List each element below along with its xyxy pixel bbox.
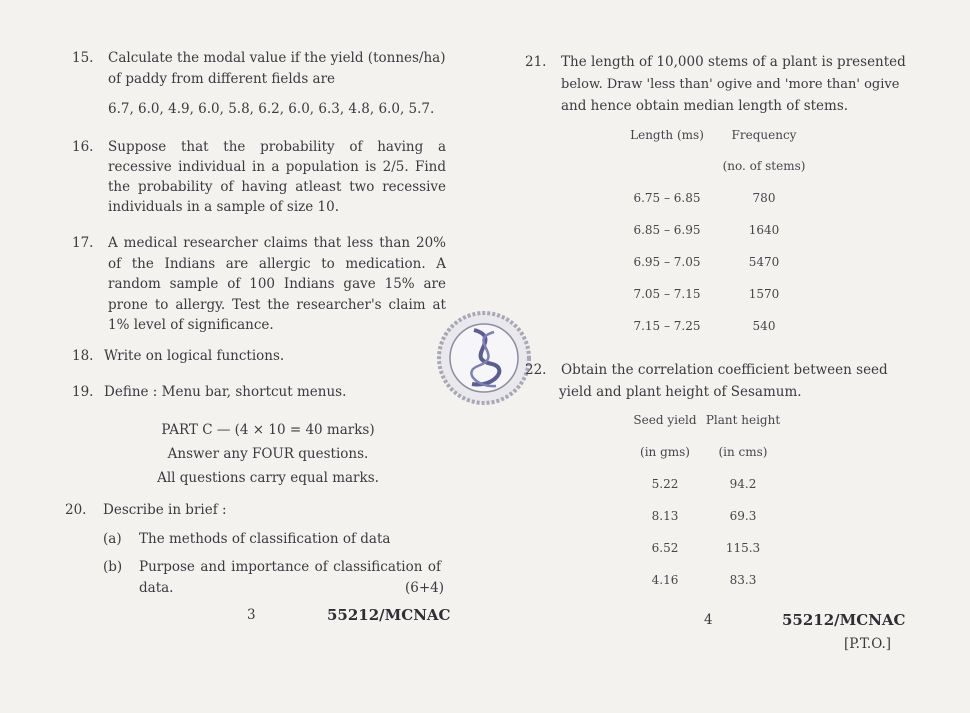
part-c-instruction: Answer any FOUR questions. — [167, 446, 369, 462]
table-cell: 780 — [752, 191, 776, 205]
table-cell: 69.3 — [729, 509, 757, 523]
table-cell: 4.16 — [651, 573, 679, 587]
column-subheader — [620, 150, 714, 182]
column-header: Plant height — [705, 413, 781, 427]
table-row — [620, 214, 814, 246]
question-21 — [525, 52, 945, 122]
question-17 — [72, 233, 452, 337]
table-cell: 5.22 — [651, 477, 679, 491]
part-c-title: PART C — (4 × 10 = 40 marks) — [161, 422, 375, 438]
page-number: 3 — [247, 607, 256, 623]
table-cell: 6.75 – 6.85 — [633, 191, 701, 205]
table-row — [620, 182, 814, 214]
table-cell: 6.52 — [651, 541, 679, 555]
question-number: 16. — [72, 139, 94, 155]
question-18 — [72, 346, 452, 368]
table-row — [620, 278, 814, 310]
subpart-text: The methods of classification of data — [139, 531, 391, 547]
part-c-header — [118, 418, 418, 490]
column-header: Frequency — [731, 128, 797, 142]
table-cell: 115.3 — [725, 541, 761, 555]
column-header: Length (ms) — [630, 128, 704, 142]
table-cell: 94.2 — [729, 477, 757, 491]
subpart-text: Purpose and importance of classification of — [139, 559, 441, 575]
part-c-note: All questions carry equal marks. — [157, 470, 379, 486]
question-text-line: Calculate the modal value if the yield (tonnes/ha) — [108, 50, 446, 66]
question-text: Define : Menu bar, shortcut menus. — [104, 384, 347, 400]
column-header: Seed yield — [633, 413, 697, 427]
subpart-label: (b) — [103, 559, 123, 575]
subpart-label: (a) — [103, 531, 122, 547]
data-values: 6.7, 6.0, 4.9, 6.0, 5.8, 6.2, 6.0, 6.3, 4.8, 6.0, 5.7. — [108, 101, 435, 117]
question-text: Write on logical functions. — [104, 348, 285, 364]
table-row — [630, 564, 786, 596]
paper-code: 55212/MCNAC — [327, 606, 451, 624]
column-subheader: (no. of stems) — [722, 159, 806, 173]
question-number: 17. — [72, 235, 94, 251]
question-text-line: yield and plant height of Sesamum. — [559, 384, 802, 400]
seed-yield-table — [630, 404, 786, 596]
question-number: 22. — [525, 362, 547, 378]
stem-length-table — [620, 120, 814, 342]
question-number: 20. — [65, 502, 87, 518]
table-row — [630, 468, 786, 500]
question-text-line: Obtain the correlation coefficient between seed — [561, 362, 888, 378]
question-text-line: and hence obtain median length of stems. — [561, 98, 849, 114]
column-subheader: (in cms) — [718, 445, 768, 459]
question-text-line: of paddy from different fields are — [108, 71, 336, 87]
question-20 — [65, 500, 455, 600]
table-row — [630, 500, 786, 532]
table-cell: 1570 — [748, 287, 780, 301]
question-15 — [72, 48, 452, 118]
table-cell: 540 — [752, 319, 776, 333]
question-number: 21. — [525, 54, 547, 70]
question-16 — [72, 137, 452, 221]
page-number: 4 — [704, 612, 713, 628]
question-text-line: below. Draw 'less than' ogive and 'more than' ogive — [561, 77, 900, 92]
question-22 — [525, 360, 945, 406]
question-text: Describe in brief : — [103, 502, 227, 518]
question-text: A medical researcher claims that less than 20% of the Indians are allergic to medication. A random sample of 100 Indians gave 15% are prone to allergy. Test the researcher's claim at 1% level of significance. — [108, 235, 446, 333]
question-number: 15. — [72, 50, 94, 66]
question-number: 19. — [72, 384, 94, 400]
question-19 — [72, 382, 452, 404]
marks: (6+4) — [405, 580, 445, 596]
table-cell: 83.3 — [729, 573, 757, 587]
table-cell: 6.95 – 7.05 — [633, 255, 701, 269]
table-cell: 5470 — [748, 255, 780, 269]
table-cell: 6.85 – 6.95 — [633, 223, 701, 237]
table-row — [630, 532, 786, 564]
table-cell: 7.05 – 7.15 — [633, 287, 701, 301]
question-text: Suppose that the probability of having a recessive individual in a population is 2/5. Find the probability of having atleast two recessive individuals in a sample of size 10. — [108, 139, 446, 215]
column-subheader: (in gms) — [640, 445, 690, 459]
pto-note: [P.T.O.] — [844, 636, 892, 652]
table-cell: 1640 — [748, 223, 780, 237]
subpart-text: data. — [139, 580, 174, 596]
table-row — [620, 310, 814, 342]
table-cell: 8.13 — [651, 509, 679, 523]
question-text-line: The length of 10,000 stems of a plant is presented — [561, 54, 906, 70]
table-cell: 7.15 – 7.25 — [633, 319, 701, 333]
right-page — [485, 0, 970, 713]
paper-code: 55212/MCNAC — [782, 611, 906, 629]
question-number: 18. — [72, 348, 94, 364]
table-row — [620, 246, 814, 278]
